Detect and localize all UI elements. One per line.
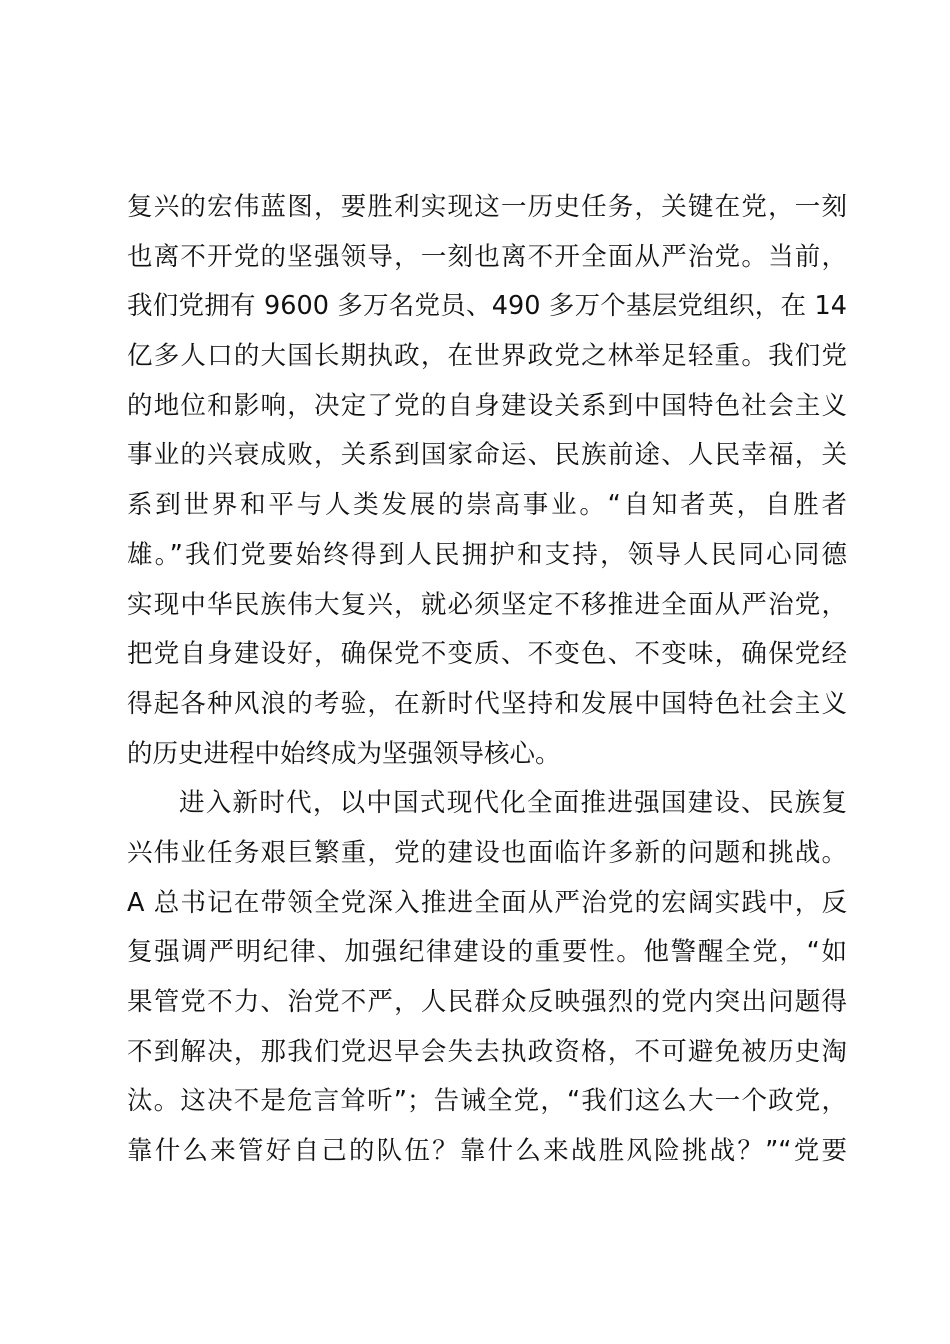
text-line: 的地位和影响，决定了党的自身建设关系到中国特色社会主义 bbox=[127, 390, 847, 421]
text-line: 亿多人口的大国长期执政，在世界政党之林举足轻重。我们党 bbox=[127, 341, 847, 372]
text-line: 我们党拥有 9600 多万名党员、490 多万个基层党组织，在 14 bbox=[127, 291, 847, 322]
text-line: 把党自身建设好，确保党不变质、不变色、不变味，确保党经 bbox=[127, 639, 847, 670]
body-text bbox=[127, 183, 847, 1177]
text-line: 事业的兴衰成败，关系到国家命运、民族前途、人民幸福，关 bbox=[127, 440, 847, 471]
text-line: 复兴的宏伟蓝图，要胜利实现这一历史任务，关键在党，一刻 bbox=[127, 192, 847, 222]
text-line: 实现中华民族伟大复兴，就必须坚定不移推进全面从严治党， bbox=[127, 589, 847, 620]
text-line: 系到世界和平与人类发展的崇高事业。“自知者英，自胜者 bbox=[127, 490, 847, 521]
text-line: 不到解决，那我们党迟早会失去执政资格，不可避免被历史淘 bbox=[127, 1036, 847, 1067]
text-line: 果管党不力、治党不严，人民群众反映强烈的党内突出问题得 bbox=[127, 987, 847, 1017]
text-line: 靠什么来管好自己的队伍？靠什么来战胜风险挑战？”“党要 bbox=[127, 1136, 847, 1167]
text-line: 的历史进程中始终成为坚强领导核心。 bbox=[127, 738, 561, 769]
text-line: 进入新时代，以中国式现代化全面推进强国建设、民族复 bbox=[179, 788, 847, 819]
text-line: 兴伟业任务艰巨繁重，党的建设也面临许多新的问题和挑战。 bbox=[127, 837, 847, 868]
text-line: 汰。这决不是危言耸听”；告诫全党，“我们这么大一个政党， bbox=[127, 1086, 847, 1117]
text-line: 雄。”我们党要始终得到人民拥护和支持，领导人民同心同德 bbox=[127, 539, 847, 570]
text-line: 得起各种风浪的考验，在新时代坚持和发展中国特色社会主义 bbox=[127, 688, 847, 719]
text-line: A 总书记在带领全党深入推进全面从严治党的宏阔实践中，反 bbox=[127, 887, 847, 918]
text-line: 复强调严明纪律、加强纪律建设的重要性。他警醒全党，“如 bbox=[127, 937, 847, 968]
text-line: 也离不开党的坚强领导，一刻也离不开全面从严治党。当前， bbox=[127, 241, 847, 272]
